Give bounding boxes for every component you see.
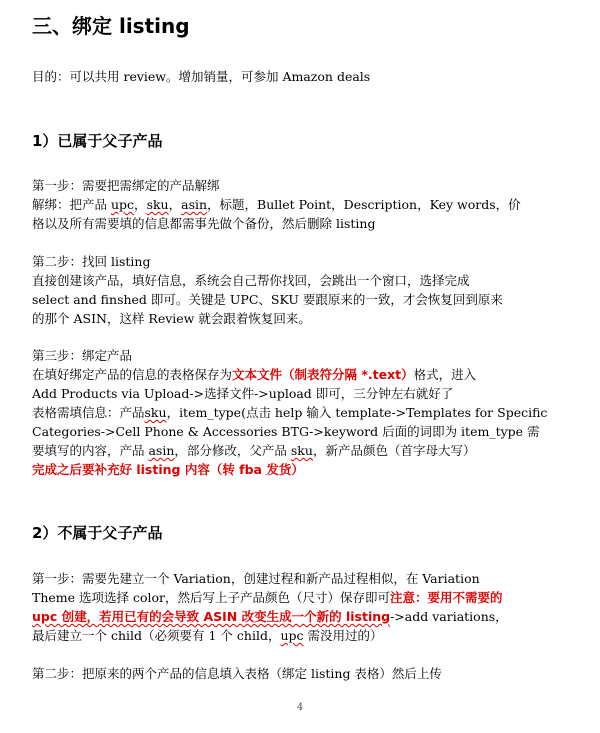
section1-title: 1）已属于父子产品: [32, 132, 163, 150]
s1-step3-line1: [32, 365, 552, 384]
text-run: 解绑：把产品: [32, 197, 111, 212]
s1-step3-line5: [32, 441, 552, 460]
s1-step1-paragraph: [32, 176, 552, 233]
text-run: upc: [110, 197, 135, 212]
text-run: ，部分修改，父产品: [174, 443, 291, 458]
text-run: Theme 选项选择 color，然后写上子产品颜色（尺寸）保存即可: [32, 590, 391, 605]
text-run: ，新产品颜色（首字母大写）: [312, 443, 476, 458]
s2-step2-text: 第二步：把原来的两个产品的信息填入表格（绑定 listing 表格）然后上传: [32, 666, 442, 681]
text-run: 格式，进入: [413, 367, 477, 382]
text-run: ，标题，Bullet Point，Description，Key words，价: [207, 197, 521, 212]
purpose-paragraph: [32, 67, 552, 86]
s1-step3-line2: Add Products via Upload->选择文件->upload 即可，三分钟左右就好了: [32, 386, 454, 401]
s2-step1-line3: [32, 607, 552, 626]
text-run: ，: [134, 197, 147, 212]
s1-step2-line2: select and finshed 即可。关键是 UPC、SKU 要跟原来的一致，才会恢复回到原来: [32, 292, 503, 307]
text-run: asin: [181, 197, 208, 212]
s1-step1-line1: [32, 195, 552, 214]
highlight-text: 注意：要用不需要的: [390, 590, 503, 605]
s1-step3-line6: 完成之后要补充好 listing 内容（转 fba 发货）: [32, 462, 304, 477]
text-run: asin: [148, 443, 175, 458]
text-run: upc: [280, 628, 304, 643]
text-run: sku: [146, 197, 169, 212]
s2-step1-line4: [32, 626, 552, 645]
s1-step3-paragraph: [32, 346, 552, 479]
text-run: 需没用过的）: [303, 628, 383, 643]
text-run: 要填写的内容，产品: [32, 443, 149, 458]
s1-step2-line3: 的那个 ASIN，这样 Review 就会跟着恢复回来。: [32, 311, 311, 326]
section2-title: 2）不属于父子产品: [32, 524, 163, 542]
text-run: ，item_type(点击 help 输入 template->Templates for Specific: [166, 405, 548, 420]
text-run: ->add variations，: [390, 609, 508, 624]
s2-step1-line2: [32, 588, 552, 607]
s1-step1-title: 第一步：需要把需绑定的产品解绑: [32, 178, 220, 193]
text-run: 最后建立一个 child（必须要有 1 个 child，: [32, 628, 281, 643]
s1-step3-line3: [32, 403, 552, 422]
s1-step2-paragraph: [32, 252, 552, 328]
text-run: 表格需填信息：产品: [32, 405, 145, 420]
text-run: sku: [144, 405, 167, 420]
s1-step2-line1: 直接创建该产品，填好信息，系统会自己帮你找回，会跳出一个窗口，选择完成: [32, 273, 470, 288]
s1-step3-title: 第三步：绑定产品: [32, 348, 133, 363]
section-heading: 三、绑定 listing: [32, 14, 190, 38]
page-number: 4: [296, 702, 304, 713]
s2-step2-paragraph: [32, 664, 552, 683]
text-run: ，: [168, 197, 182, 212]
s2-step1-line1: 第一步：需要先建立一个 Variation，创建过程和新产品过程相似，在 Variation: [32, 571, 480, 586]
text-run: 在填好绑定产品的信息的表格保存为: [32, 367, 233, 382]
highlight-text: upc 创建，若用已有的会导致 ASIN 改变生成一个新的 listing: [32, 609, 391, 624]
purpose-text: 目的：可以共用 review。增加销量，可参加 Amazon deals: [32, 69, 371, 84]
highlight-text: 文本文件（制表符分隔 *.text）: [232, 367, 414, 382]
text-run: sku: [290, 443, 313, 458]
s2-step1-paragraph: [32, 569, 552, 645]
s1-step2-title: 第二步：找回 listing: [32, 254, 151, 269]
s1-step1-line2: 格以及所有需要填的信息都需事先做个备份，然后删除 listing: [32, 216, 376, 231]
s1-step3-line4: Categories->Cell Phone & Accessories BTG->keyword 后面的词即为 item_type 需: [32, 424, 540, 439]
